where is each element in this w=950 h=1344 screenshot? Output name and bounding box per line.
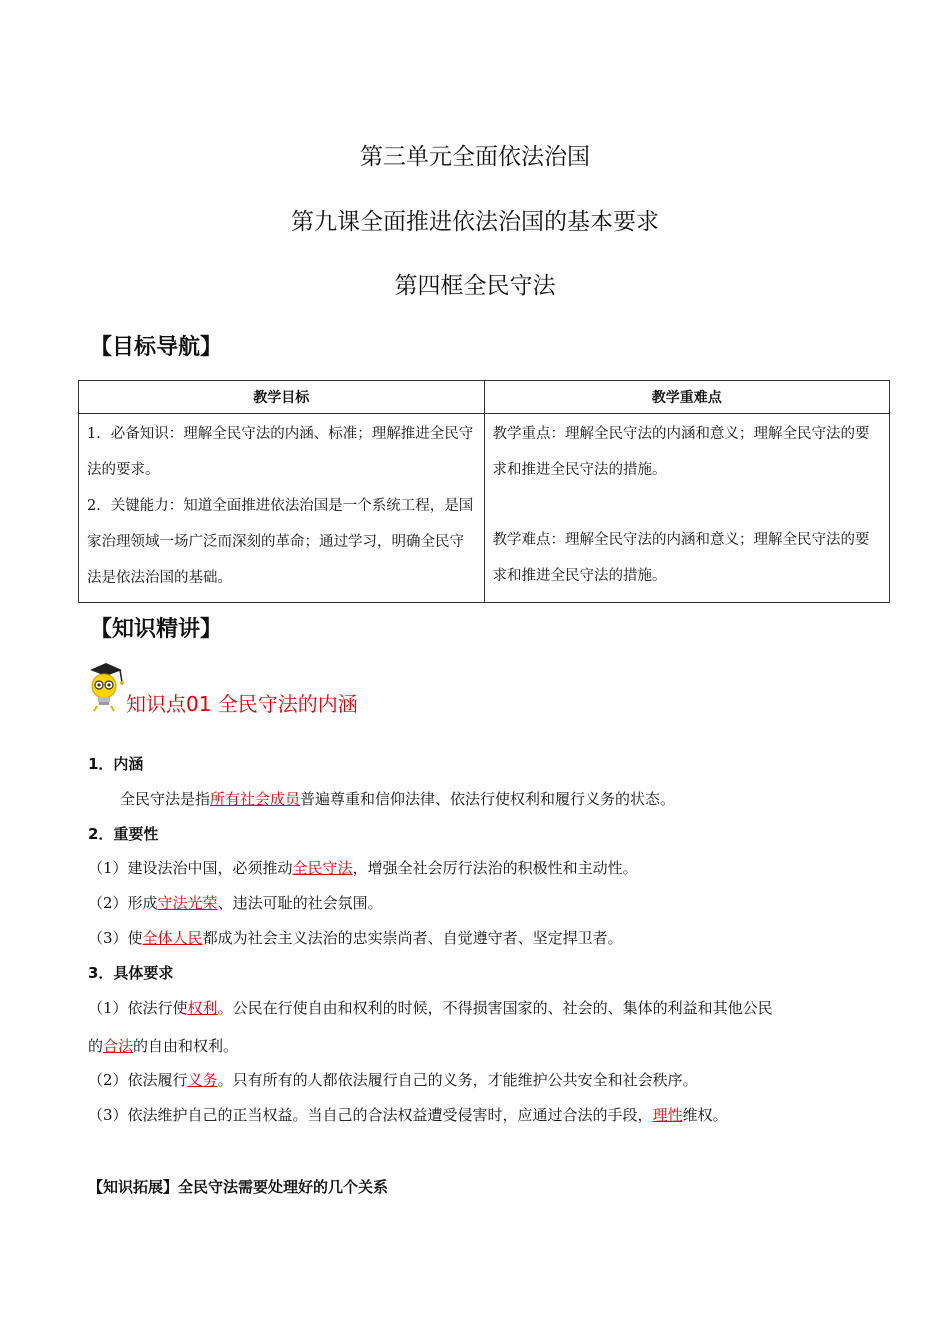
goals-nav-heading: 【目标导航】 <box>90 335 223 360</box>
knowledge-point-title: 知识点01 全民守法的内涵 <box>126 692 358 716</box>
highlight-term: 全民守法 <box>292 859 353 877</box>
objective-item: 1．必备知识：理解全民守法的内涵、标准；理解推进全民守法的要求。 <box>87 426 474 478</box>
requirement-item-continued: 的合法的自由和权利。 <box>88 1037 239 1055</box>
objectives-cell <box>79 414 485 603</box>
heading-requirements: 3．具体要求 <box>88 964 174 982</box>
key-point-text: 教学重点：理解全民守法的内涵和意义；理解全民守法的要求和推进全民守法的措施。 <box>492 426 870 478</box>
goals-header-objectives: 教学目标 <box>79 381 485 414</box>
requirement-item: （3）依法维护自己的正当权益。当自己的合法权益遭受侵害时，应通过合法的手段，理性维权。 <box>88 1106 728 1124</box>
unit-title: 第三单元全面依法治国 <box>360 144 590 170</box>
highlight-term: 全体人民 <box>142 929 203 947</box>
heading-importance: 2．重要性 <box>88 825 159 843</box>
knowledge-heading: 【知识精讲】 <box>90 617 223 642</box>
importance-item: （3）使全体人民都成为社会主义法治的忠实崇尚者、自觉遵守者、坚定捍卫者。 <box>88 929 623 947</box>
key-points-cell <box>484 414 890 603</box>
requirement-item: （2）依法履行义务。只有所有的人都依法履行自己的义务，才能维护公共安全和社会秩序。 <box>88 1071 698 1089</box>
connotation-text: 全民守法是指所有社会成员普遍尊重和信仰法律、依法行使权利和履行义务的状态。 <box>120 790 676 808</box>
lesson-title: 第九课全面推进依法治国的基本要求 <box>291 209 659 235</box>
difficult-point-text: 教学难点：理解全民守法的内涵和意义；理解全民守法的要求和推进全民守法的措施。 <box>492 532 870 584</box>
goals-header-key-points: 教学重难点 <box>484 381 890 414</box>
highlight-term: 权利 <box>187 999 218 1017</box>
highlight-term: 理性 <box>652 1106 683 1124</box>
highlight-term: 合法 <box>103 1037 134 1055</box>
goals-table <box>78 380 890 603</box>
highlight-term: 守法光荣 <box>157 894 218 912</box>
importance-item: （2）形成守法光荣、违法可耻的社会氛围。 <box>88 894 383 912</box>
highlight-term: 所有社会成员 <box>210 790 301 808</box>
frame-title: 第四框全民守法 <box>394 273 556 299</box>
knowledge-extension-heading: 【知识拓展】全民守法需要处理好的几个关系 <box>88 1178 389 1196</box>
scholar-bulb-icon <box>84 660 128 712</box>
importance-item: （1）建设法治中国，必须推动全民守法，增强全社会厉行法治的积极性和主动性。 <box>88 859 638 877</box>
heading-connotation: 1．内涵 <box>88 755 144 773</box>
objective-item: 2．关键能力：知道全面推进依法治国是一个系统工程，是国家治理领域一场广泛而深刻的革命；通过学习，明确全民守法是依法治国的基础。 <box>87 498 474 586</box>
requirement-item: （1）依法行使权利。公民在行使自由和权利的时候，不得损害国家的、社会的、集体的利益和其他公民 <box>88 999 773 1017</box>
highlight-term: 义务 <box>187 1071 218 1089</box>
